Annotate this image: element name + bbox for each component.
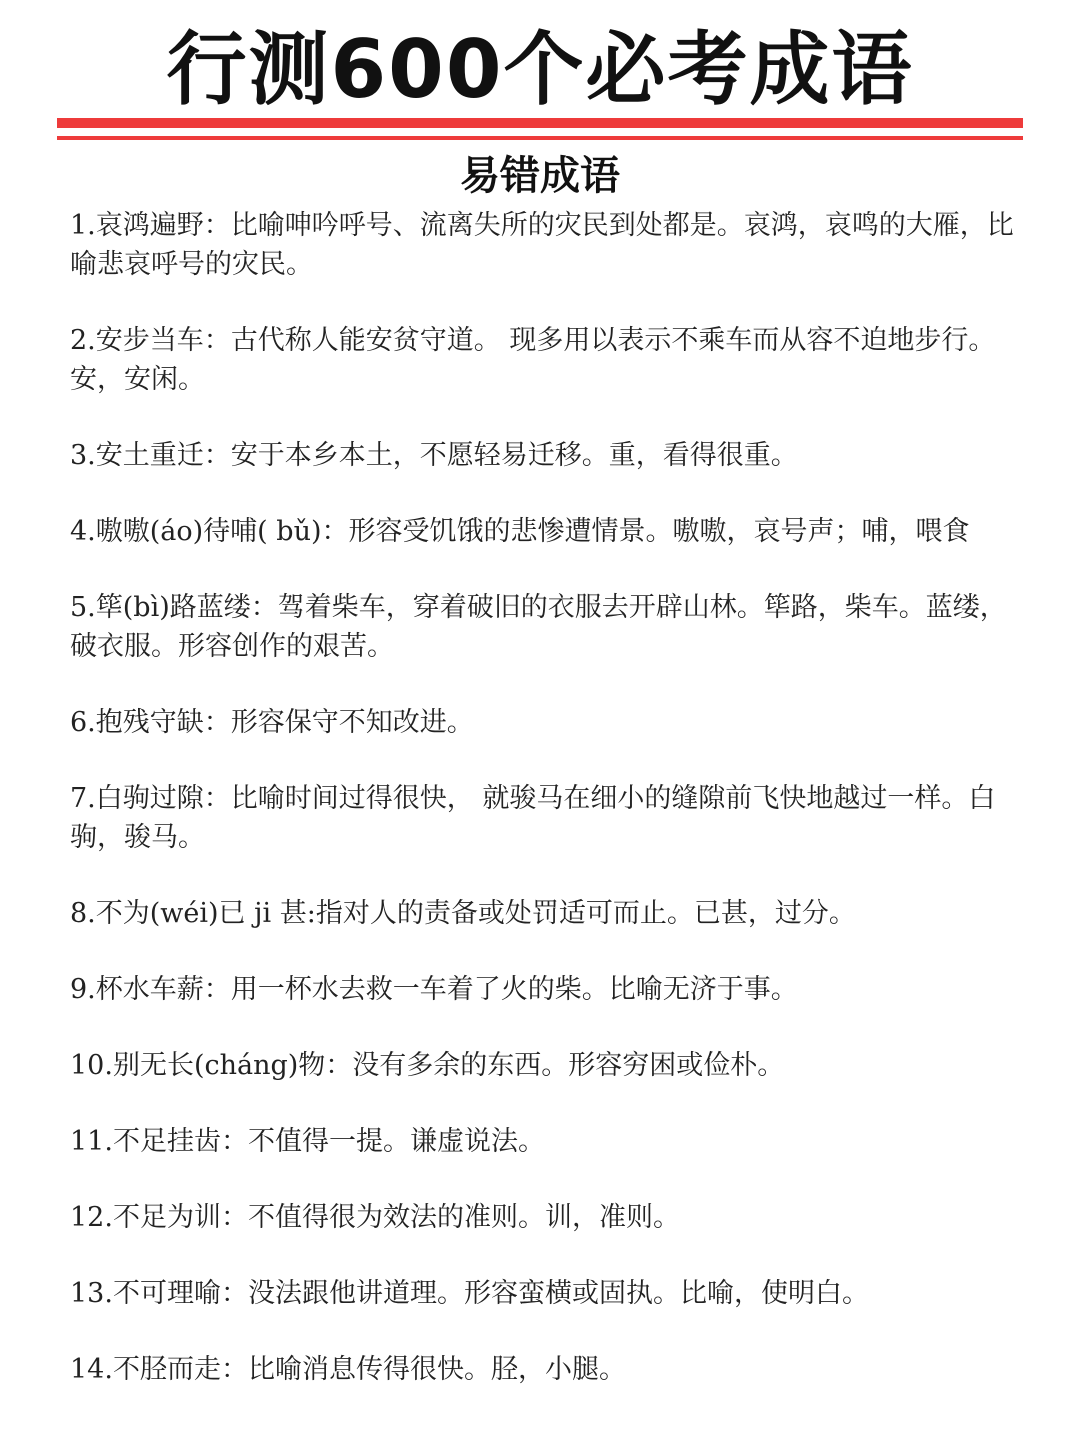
idiom-entry-13: 13.不可理喻：没法跟他讲道理。形容蛮横或固执。比喻，使明白。 bbox=[70, 1278, 869, 1309]
idiom-entry-4: 4.嗷嗷(áo)待哺( bǔ)：形容受饥饿的悲惨遭情景。嗷嗷，哀号声；哺，喂食 bbox=[70, 516, 970, 547]
idiom-entry-10: 10.别无长(cháng)物：没有多余的东西。形容穷困或俭朴。 bbox=[70, 1050, 785, 1081]
idiom-entry-14: 14.不胫而走：比喻消息传得很快。胫，小腿。 bbox=[70, 1354, 626, 1385]
idiom-entry-6: 6.抱残守缺：形容保守不知改进。 bbox=[70, 707, 474, 738]
title-divider-thick bbox=[57, 118, 1023, 128]
idiom-entry-8: 8.不为(wéi)已 ji 甚:指对人的责备或处罚适可而止。已甚，过分。 bbox=[70, 898, 856, 929]
idiom-entry-5: 5.筚(bì)路蓝缕：驾着柴车，穿着破旧的衣服去开辟山林。筚路，柴车。蓝缕，破衣服。形容创作的艰苦。 bbox=[70, 592, 1007, 662]
idiom-entry-12: 12.不足为训：不值得很为效法的准则。训，准则。 bbox=[70, 1202, 680, 1233]
title-divider-thin bbox=[57, 136, 1023, 140]
idiom-entry-11: 11.不足挂齿：不值得一提。谦虚说法。 bbox=[70, 1126, 545, 1157]
idiom-entry-7: 7.白驹过隙：比喻时间过得很快， 就骏马在细小的缝隙前飞快地越过一样。白驹，骏马。 bbox=[70, 783, 996, 853]
idiom-entry-3: 3.安土重迁：安于本乡本土，不愿轻易迁移。重，看得很重。 bbox=[70, 440, 798, 471]
idiom-list bbox=[70, 206, 1015, 1426]
section-title: 易错成语 bbox=[460, 153, 620, 199]
idiom-entry-9: 9.杯水车薪：用一杯水去救一车着了火的柴。比喻无济于事。 bbox=[70, 974, 798, 1005]
idiom-entry-1: 1.哀鸿遍野：比喻呻吟呼号、流离失所的灾民到处都是。哀鸿，哀鸣的大雁，比喻悲哀呼号的灾民。 bbox=[70, 210, 1014, 280]
idiom-entry-2: 2.安步当车：古代称人能安贫守道。 现多用以表示不乘车而从容不迫地步行。安，安闲。 bbox=[70, 325, 996, 395]
page-title: 行测600个必考成语 bbox=[166, 23, 914, 116]
